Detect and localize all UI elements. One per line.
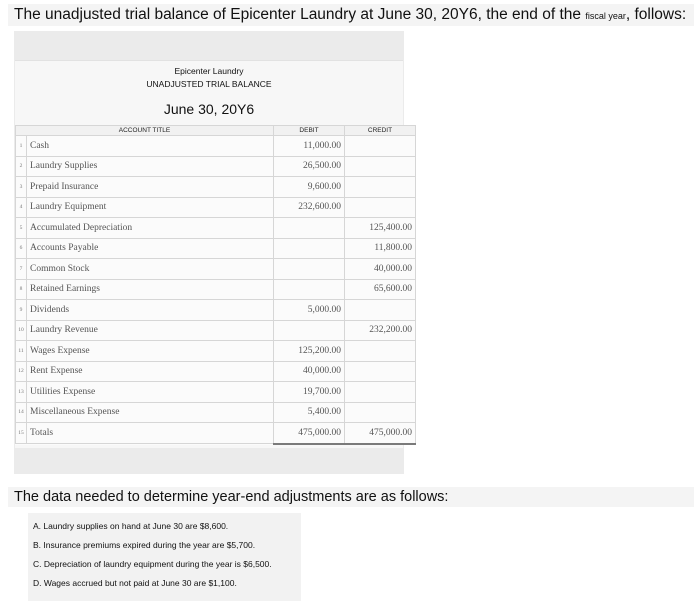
credit-amount: 232,200.00 — [345, 320, 416, 341]
credit-header: CREDIT — [345, 126, 416, 136]
account-title: Wages Expense — [27, 341, 274, 362]
debit-amount: 5,000.00 — [274, 300, 345, 321]
debit-amount: 5,400.00 — [274, 402, 345, 423]
debit-amount: 475,000.00 — [274, 423, 345, 444]
debit-amount — [274, 320, 345, 341]
row-number: 13 — [16, 382, 27, 403]
account-title: Accounts Payable — [27, 238, 274, 259]
account-title: Accumulated Depreciation — [27, 218, 274, 239]
account-title: Laundry Revenue — [27, 320, 274, 341]
table-row — [16, 382, 416, 403]
table-row — [16, 341, 416, 362]
credit-amount — [345, 341, 416, 362]
table-row — [16, 402, 416, 423]
debit-amount: 232,600.00 — [274, 197, 345, 218]
account-title: Prepaid Insurance — [27, 177, 274, 198]
table-row — [16, 423, 416, 444]
intro-main: The unadjusted trial balance of Epicenter Laundry at June 30, 20Y6, the end of the — [14, 6, 582, 23]
row-number: 14 — [16, 402, 27, 423]
adjustments-heading: The data needed to determine year-end adjustments are as follows: — [8, 487, 694, 507]
credit-amount — [345, 156, 416, 177]
credit-amount — [345, 136, 416, 157]
table-header-row — [16, 126, 416, 136]
account-title: Common Stock — [27, 259, 274, 280]
adjustment-item: C. Depreciation of laundry equipment during the year is $6,500. — [33, 559, 272, 569]
account-title: Utilities Expense — [27, 382, 274, 403]
table-row — [16, 320, 416, 341]
row-number: 11 — [16, 341, 27, 362]
adjustment-item: B. Insurance premiums expired during the year are $5,700. — [33, 540, 256, 550]
row-number: 9 — [16, 300, 27, 321]
credit-amount: 475,000.00 — [345, 423, 416, 444]
credit-amount: 125,400.00 — [345, 218, 416, 239]
debit-amount: 19,700.00 — [274, 382, 345, 403]
debit-amount — [274, 238, 345, 259]
credit-amount — [345, 300, 416, 321]
debit-amount — [274, 259, 345, 280]
debit-amount — [274, 279, 345, 300]
debit-header: DEBIT — [274, 126, 345, 136]
table-row — [16, 177, 416, 198]
table-row — [16, 197, 416, 218]
row-number: 12 — [16, 361, 27, 382]
credit-amount — [345, 197, 416, 218]
intro-text — [8, 4, 694, 26]
account-title: Laundry Equipment — [27, 197, 274, 218]
statement-title: UNADJUSTED TRIAL BALANCE — [146, 79, 272, 89]
trial-balance-table — [15, 125, 416, 445]
account-title: Rent Expense — [27, 361, 274, 382]
row-number: 5 — [16, 218, 27, 239]
table-row — [16, 238, 416, 259]
row-number: 3 — [16, 177, 27, 198]
account-title: Miscellaneous Expense — [27, 402, 274, 423]
table-row — [16, 156, 416, 177]
credit-amount: 40,000.00 — [345, 259, 416, 280]
table-row — [16, 136, 416, 157]
row-number: 6 — [16, 238, 27, 259]
table-row — [16, 259, 416, 280]
debit-amount: 11,000.00 — [274, 136, 345, 157]
intro-end: , follows: — [625, 6, 687, 23]
credit-amount: 65,600.00 — [345, 279, 416, 300]
credit-amount — [345, 177, 416, 198]
table-row — [16, 361, 416, 382]
row-number: 4 — [16, 197, 27, 218]
row-number: 15 — [16, 423, 27, 444]
debit-amount: 125,200.00 — [274, 341, 345, 362]
account-title: Dividends — [27, 300, 274, 321]
account-title: Laundry Supplies — [27, 156, 274, 177]
adjustment-item: D. Wages accrued but not paid at June 30 are $1,100. — [33, 578, 237, 588]
credit-amount — [345, 382, 416, 403]
account-title: Retained Earnings — [27, 279, 274, 300]
account-title-header: ACCOUNT TITLE — [16, 126, 274, 136]
adjustments-list — [28, 513, 301, 601]
credit-amount — [345, 361, 416, 382]
table-row — [16, 300, 416, 321]
statement-date: June 30, 20Y6 — [163, 101, 255, 117]
credit-amount — [345, 402, 416, 423]
company-name: Epicenter Laundry — [174, 66, 244, 76]
debit-amount: 40,000.00 — [274, 361, 345, 382]
row-number: 8 — [16, 279, 27, 300]
row-number: 10 — [16, 320, 27, 341]
credit-amount: 11,800.00 — [345, 238, 416, 259]
debit-amount — [274, 218, 345, 239]
debit-amount: 9,600.00 — [274, 177, 345, 198]
row-number: 2 — [16, 156, 27, 177]
intro-fiscal-year: fiscal year — [585, 11, 626, 21]
table-row — [16, 279, 416, 300]
row-number: 7 — [16, 259, 27, 280]
account-title: Cash — [27, 136, 274, 157]
account-title: Totals — [27, 423, 274, 444]
row-number: 1 — [16, 136, 27, 157]
trial-balance-body — [16, 136, 416, 444]
adjustment-item: A. Laundry supplies on hand at June 30 are $8,600. — [33, 521, 229, 531]
debit-amount: 26,500.00 — [274, 156, 345, 177]
table-row — [16, 218, 416, 239]
